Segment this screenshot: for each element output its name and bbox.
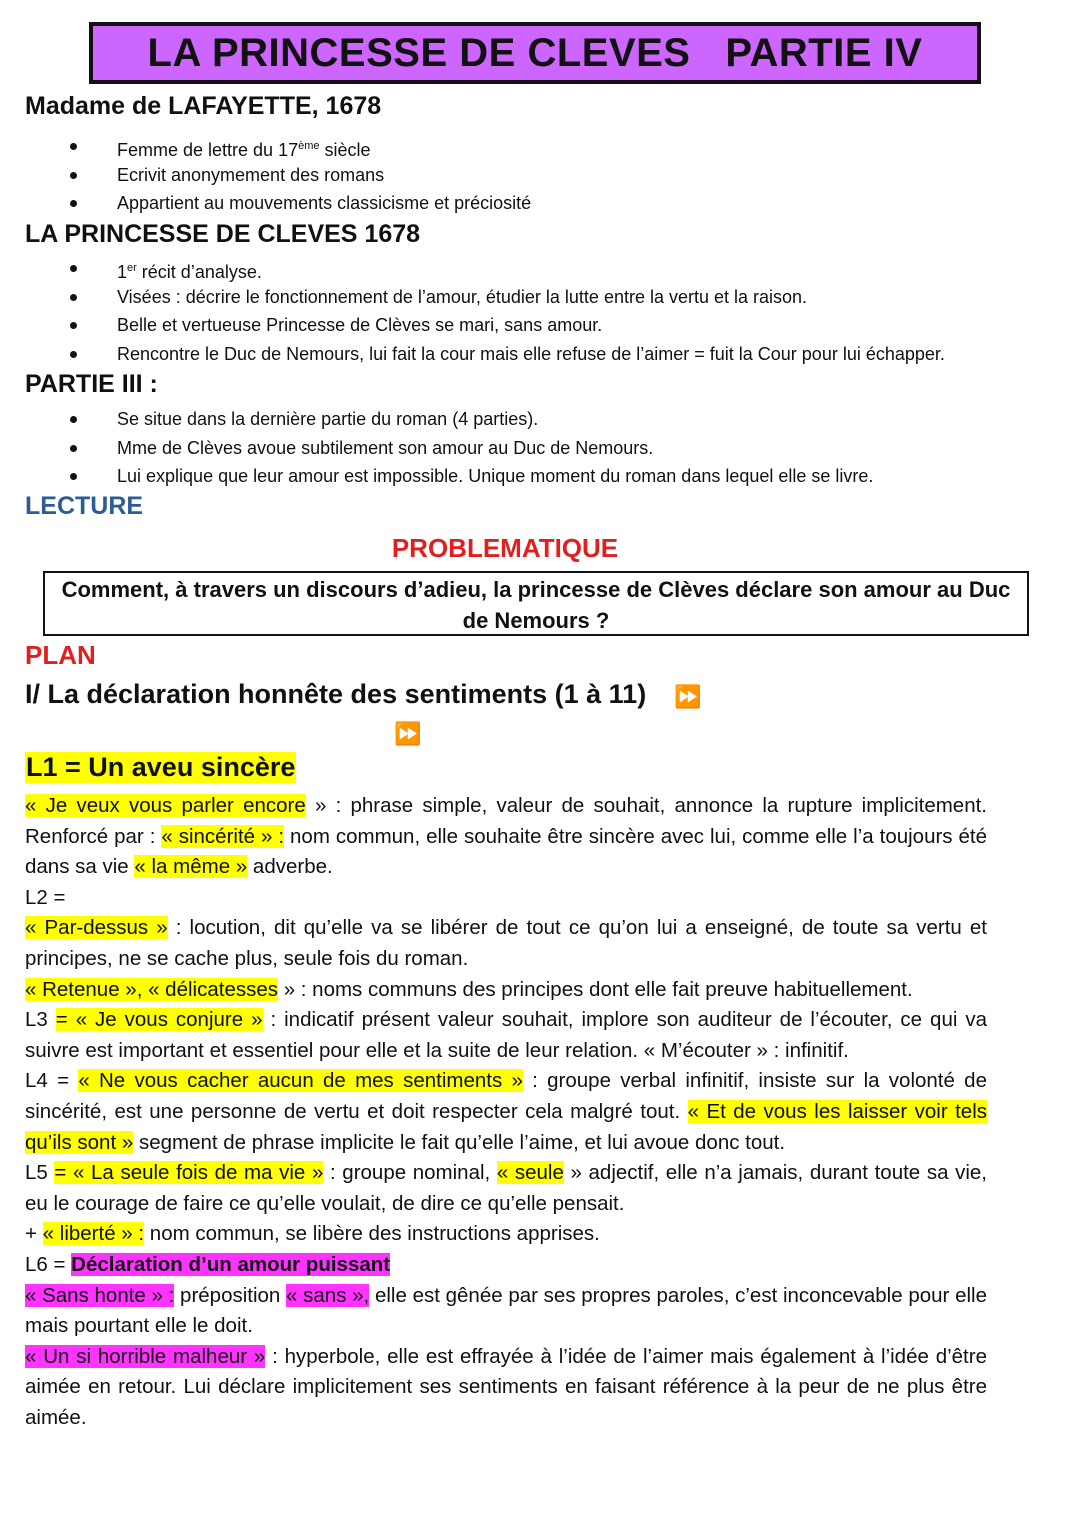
bullet-icon <box>70 322 77 329</box>
list-item: Appartient au mouvements classicisme et préciosité <box>0 189 1080 218</box>
problematique-line-1: Comment, à travers un discours d’adieu, la princesse de Clèves déclare son amour au Duc <box>61 577 1011 602</box>
list-item: 1er récit d’analyse. <box>0 254 1080 283</box>
paragraph-l2-label: L2 = <box>25 885 66 909</box>
paragraph-l1: « Je veux vous parler encore » : phrase simple, valeur de souhait, annonce la rupture implicitement. Renforcé par : « sincérité » : nom commun, elle souhaite être sincère avec lui, comme elle l’a toujours été dans sa vie « la même » adverbe. <box>25 794 987 879</box>
l1-heading: L1 = Un aveu sincère <box>26 752 296 782</box>
bullet-icon <box>70 351 77 358</box>
bullet-icon <box>70 200 77 207</box>
lecture-heading: LECTURE <box>25 492 144 520</box>
list-item: Visées : décrire le fonctionnement de l’amour, étudier la lutte entre la vertu et la raison. <box>0 283 1080 312</box>
bullet-icon <box>70 445 77 452</box>
problematique-title: PROBLEMATIQUE <box>391 533 619 563</box>
partie-heading: PARTIE III : <box>25 370 158 398</box>
partie-bullets <box>0 405 1080 491</box>
paragraph-malheur: « Un si horrible malheur » : hyperbole, elle est effrayée à l’idée de l’aimer mais également à l’idée d’être aimée en retour. Lui déclare implicitement ses sentiments en faisant référence à la peur de ne plus être aimée. <box>25 1344 987 1429</box>
list-item: Belle et vertueuse Princesse de Clèves se mari, sans amour. <box>0 311 1080 340</box>
list-item: Ecrivit anonymement des romans <box>0 161 1080 190</box>
bullet-icon <box>70 294 77 301</box>
list-item: Mme de Clèves avoue subtilement son amour au Duc de Nemours. <box>0 434 1080 463</box>
paragraph-l2: « Par-dessus » : locution, dit qu’elle va se libérer de tout ce qu’on lui a enseigné, de toute sa vertu et principes, ne se cache plus, seule fois du roman. <box>25 916 988 970</box>
analysis-text <box>25 791 987 1433</box>
problematique-box <box>43 571 1029 636</box>
author-bullets <box>0 132 1080 218</box>
paragraph-l3: L3 = « Je vous conjure » : indicatif présent valeur souhait, implore son auditeur de l’écouter, ce qui va suivre est important et essentiel pour elle et la suite de leur relation. « M’écouter » : infinitif. <box>25 1008 988 1062</box>
author-heading: Madame de LAFAYETTE, 1678 <box>25 92 382 120</box>
list-item: Lui explique que leur amour est impossible. Unique moment du roman dans lequel elle se livre. <box>0 462 1080 491</box>
bullet-icon <box>70 416 77 423</box>
fast-forward-icon: ⏩ <box>394 721 422 746</box>
page-title: LA PRINCESSE DE CLEVES PARTIE IV <box>89 22 981 84</box>
list-item: Femme de lettre du 17ème siècle <box>0 132 1080 161</box>
part-one-heading: I/ La déclaration honnête des sentiments (1 à 11) <box>25 679 647 709</box>
list-item: Se situe dans la dernière partie du roman (4 parties). <box>0 405 1080 434</box>
bullet-icon <box>70 265 77 272</box>
plan-heading: PLAN <box>25 640 96 670</box>
paragraph-retenue: « Retenue », « délicatesses » : noms communs des principes dont elle fait preuve habituellement. <box>25 977 913 1001</box>
list-item: Rencontre le Duc de Nemours, lui fait la cour mais elle refuse de l’aimer = fuit la Cour pour lui échapper. <box>0 340 1080 369</box>
fast-forward-icon: ⏩ <box>674 684 702 709</box>
novel-heading: LA PRINCESSE DE CLEVES 1678 <box>25 220 421 248</box>
bullet-icon <box>70 473 77 480</box>
paragraph-l4: L4 = « Ne vous cacher aucun de mes sentiments » : groupe verbal infinitif, insiste sur la volonté de sincérité, est une personne de vertu et doit respecter cela malgré tout. « Et de vous les laisser voir tels qu’ils sont » segment de phrase implicite le fait qu’elle l’aime, et lui avoue donc tout. <box>25 1069 988 1154</box>
problematique-line-2: de Nemours ? <box>462 608 610 633</box>
bullet-icon <box>70 143 77 150</box>
novel-bullets <box>0 254 1080 368</box>
paragraph-liberte: + « liberté » : nom commun, se libère des instructions apprises. <box>25 1222 600 1246</box>
paragraph-sans-honte: « Sans honte » : préposition « sans », elle est gênée par ses propres paroles, c’est inconcevable pour elle mais pourtant elle le doit. <box>25 1283 987 1338</box>
paragraph-l5: L5 = « La seule fois de ma vie » : groupe nominal, « seule » adjectif, elle n’a jamais, durant toute sa vie, eu le courage de faire ce qu’elle voulait, de dire ce qu’elle pensait. <box>25 1161 987 1215</box>
paragraph-l6: L6 = Déclaration d’un amour puissant <box>25 1252 391 1276</box>
bullet-icon <box>70 172 77 179</box>
